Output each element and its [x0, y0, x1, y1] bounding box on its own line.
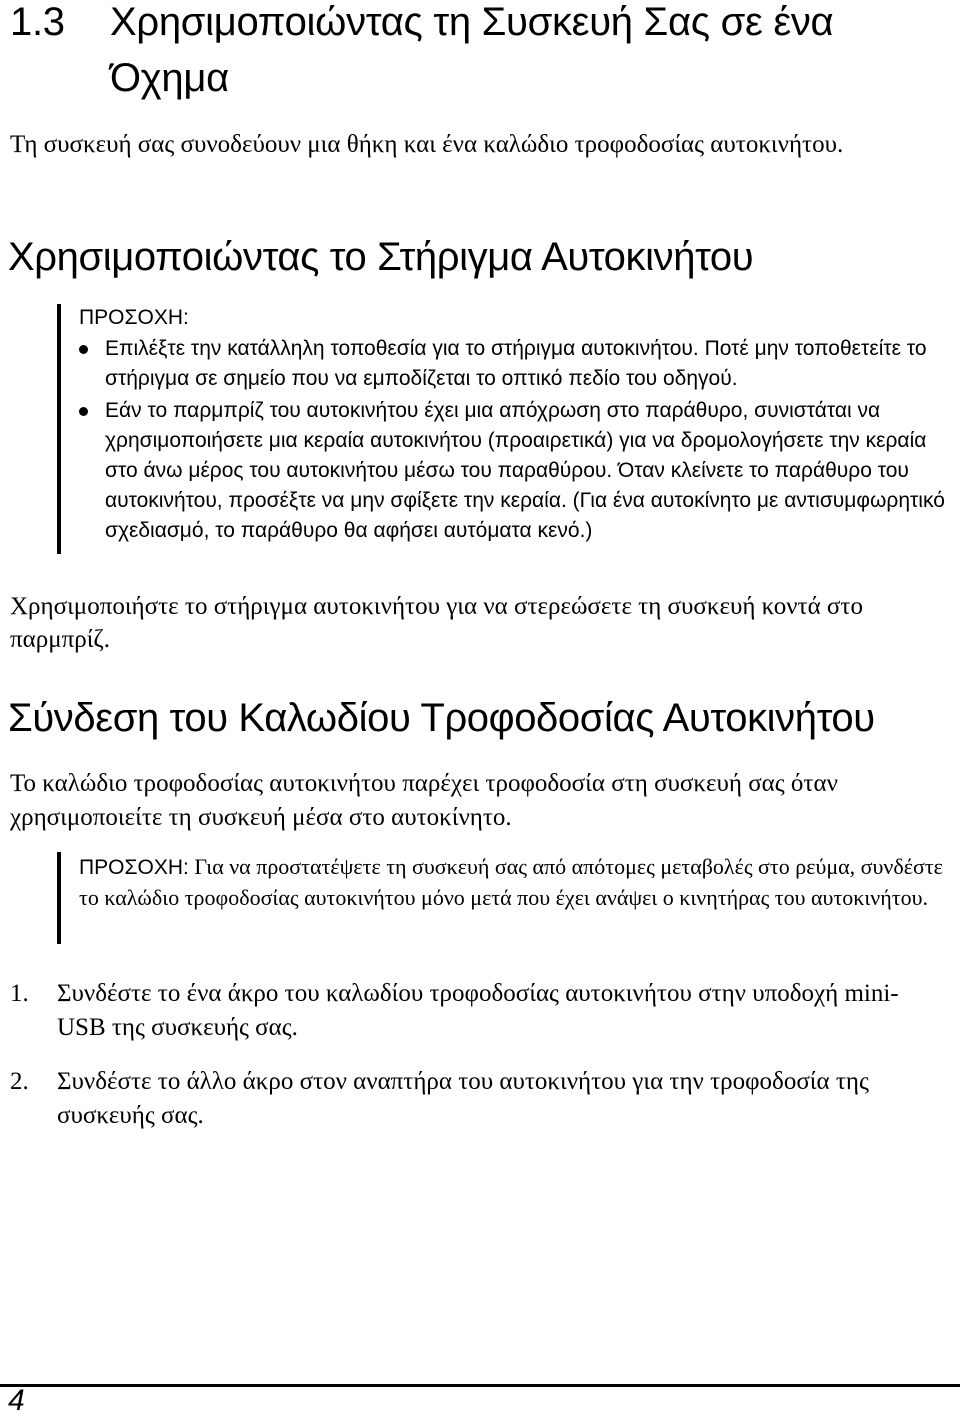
step-number: 1. — [10, 980, 29, 1007]
section-number: 1.3 — [10, 0, 65, 44]
step-text: Συνδέστε το άλλο άκρο στον αναπτήρα του αυτοκινήτου για την τροφοδοσία της συσκευής σας. — [57, 1068, 869, 1129]
caution-box-charger — [57, 852, 959, 944]
step-number: 2. — [10, 1068, 29, 1095]
bullet-dot-icon — [79, 345, 88, 354]
caution-note-text: Για να προστατέψετε τη συσκευή σας από απότομες μεταβολές στο ρεύμα, συνδέστε το καλώδιο τροφοδοσίας αυτοκινήτου μόνο μετά που έχει ανάψει ο κινητήρας του αυτοκινήτου. — [79, 854, 943, 910]
car-mount-heading: Χρησιμοποιώντας το Στήριγμα Αυτοκινήτου — [8, 235, 754, 279]
step-text: Συνδέστε το ένα άκρο του καλωδίου τροφοδοσίας αυτοκινήτου στην υποδοχή mini-USB της συσκευής σας. — [57, 980, 899, 1041]
section-title-text: Χρησιμοποιώντας τη Συσκευή Σας σε ένα Όχημα — [110, 0, 834, 100]
caution-list — [79, 334, 959, 546]
caution-box-mount — [57, 304, 959, 554]
caution-item — [79, 334, 959, 394]
car-mount-paragraph: Χρησιμοποιήστε το στήριγμα αυτοκινήτου για να στερεώσετε τη συσκευή κοντά στο παρμπρίζ. — [10, 593, 863, 653]
page-number: 4 — [8, 1384, 25, 1417]
step-item — [10, 977, 940, 1045]
caution-item-text: Εάν το παρμπρίζ του αυτοκινήτου έχει μια απόχρωση στο παράθυρο, συνιστάται να χρησιμοποιήσετε μια κεραία αυτοκινήτου (προαιρετικά) για να δρομολογήσετε την κεραία στο άνω μέρος του αυτοκινήτου μέσω του παραθύρου. Όταν κλείνετε το παράθυρο του αυτοκινήτου, προσέξτε να μην σφίξετε την κεραία. (Για ένα αυτοκίνητο με αντισυμφωρητικό σχεδιασμό, το παράθυρο θα αφήσει αυτόματα κενό.) — [105, 399, 945, 542]
caution-note — [79, 852, 959, 913]
caution-item-text: Επιλέξτε την κατάλληλη τοποθεσία για το στήριγμα αυτοκινήτου. Ποτέ μην τοποθετείτε το στήριγμα σε σημείο που να εμποδίζεται το οπτικό πεδίο του οδηγού. — [105, 337, 927, 390]
section-title — [10, 0, 940, 106]
step-item — [10, 1065, 940, 1133]
intro-paragraph: Τη συσκευή σας συνοδεύουν μια θήκη και ένα καλώδιο τροφοδοσίας αυτοκινήτου. — [10, 131, 844, 158]
bullet-dot-icon — [79, 407, 88, 416]
car-charger-paragraph: Το καλώδιο τροφοδοσίας αυτοκινήτου παρέχει τροφοδοσία στη συσκευή σας όταν χρησιμοποιείτε τη συσκευή μέσα στο αυτοκίνητο. — [10, 770, 838, 831]
footer-rule — [0, 1384, 960, 1387]
connection-steps — [10, 977, 940, 1153]
caution-label: ΠΡΟΣΟΧΗ: — [79, 306, 189, 329]
car-charger-heading: Σύνδεση του Καλωδίου Τροφοδοσίας Αυτοκινήτου — [8, 696, 875, 740]
caution-item — [79, 396, 959, 546]
caution-label: ΠΡΟΣΟΧΗ: — [79, 856, 189, 879]
